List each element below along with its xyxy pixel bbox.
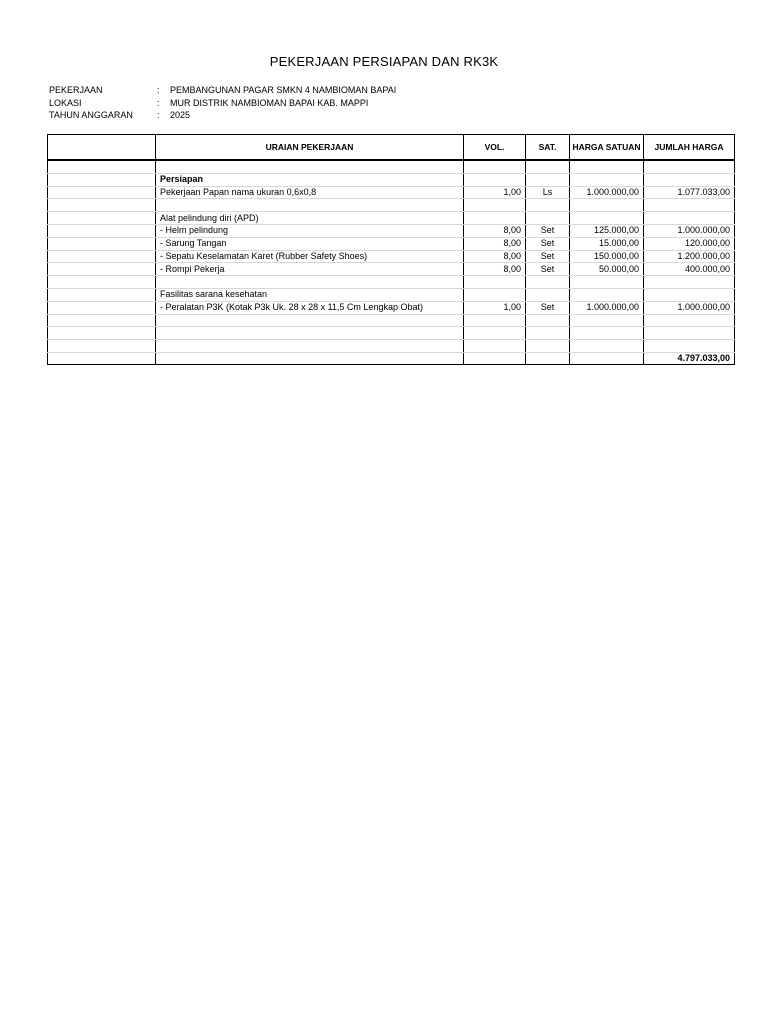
meta-colon: : bbox=[157, 110, 160, 120]
cell-jumlah bbox=[644, 212, 735, 225]
cell-sat: Set bbox=[526, 237, 570, 250]
cell-sat bbox=[526, 327, 570, 340]
meta-colon: : bbox=[157, 85, 160, 95]
cell-jumlah: 120.000,00 bbox=[644, 237, 735, 250]
header-no bbox=[48, 135, 156, 161]
total-empty-cell bbox=[48, 352, 156, 364]
cell-harga bbox=[570, 212, 644, 225]
cell-sat: Ls bbox=[526, 186, 570, 199]
cell-no bbox=[48, 224, 156, 237]
cell-no bbox=[48, 327, 156, 340]
cell-jumlah bbox=[644, 173, 735, 186]
table-row bbox=[48, 212, 735, 225]
cell-jumlah: 1.000.000,00 bbox=[644, 224, 735, 237]
cell-vol bbox=[464, 288, 526, 301]
cell-harga bbox=[570, 288, 644, 301]
cell-harga bbox=[570, 199, 644, 212]
page-title: PEKERJAAN PERSIAPAN DAN RK3K bbox=[269, 54, 499, 69]
cell-no bbox=[48, 199, 156, 212]
cell-jumlah: 1.200.000,00 bbox=[644, 250, 735, 263]
project-info bbox=[49, 84, 396, 122]
total-empty-cell bbox=[464, 352, 526, 364]
table-row bbox=[48, 160, 735, 173]
table-row bbox=[48, 314, 735, 327]
cell-uraian bbox=[156, 199, 464, 212]
table-row bbox=[48, 199, 735, 212]
total-value: 4.797.033,00 bbox=[644, 352, 735, 364]
meta-label: LOKASI bbox=[49, 97, 82, 108]
cell-vol bbox=[464, 314, 526, 327]
table-row bbox=[48, 263, 735, 276]
cell-uraian bbox=[156, 340, 464, 353]
cell-no bbox=[48, 314, 156, 327]
cell-no bbox=[48, 173, 156, 186]
cell-uraian: Fasilitas sarana kesehatan bbox=[156, 288, 464, 301]
table-row bbox=[48, 327, 735, 340]
cell-sat bbox=[526, 314, 570, 327]
cell-vol bbox=[464, 327, 526, 340]
cell-vol bbox=[464, 173, 526, 186]
cell-vol bbox=[464, 212, 526, 225]
table-row bbox=[48, 301, 735, 314]
cell-uraian bbox=[156, 314, 464, 327]
meta-label: TAHUN ANGGARAN bbox=[49, 110, 133, 120]
cell-harga: 1.000.000,00 bbox=[570, 186, 644, 199]
cost-table bbox=[47, 134, 735, 365]
cell-sat bbox=[526, 173, 570, 186]
cell-uraian: Pekerjaan Papan nama ukuran 0,6x0,8 bbox=[156, 186, 464, 199]
cell-uraian bbox=[156, 276, 464, 289]
cell-sat bbox=[526, 199, 570, 212]
cell-no bbox=[48, 263, 156, 276]
cell-jumlah: 1.077.033,00 bbox=[644, 186, 735, 199]
cell-harga: 15.000,00 bbox=[570, 237, 644, 250]
cell-jumlah bbox=[644, 288, 735, 301]
cell-uraian: Alat pelindung diri (APD) bbox=[156, 212, 464, 225]
cell-jumlah bbox=[644, 199, 735, 212]
header-jumlah-harga: JUMLAH HARGA bbox=[644, 135, 735, 161]
header-sat: SAT. bbox=[526, 135, 570, 161]
cell-jumlah bbox=[644, 160, 735, 173]
cell-jumlah: 400.000,00 bbox=[644, 263, 735, 276]
table-row bbox=[48, 276, 735, 289]
table-row bbox=[48, 224, 735, 237]
cell-uraian: - Helm pelindung bbox=[156, 224, 464, 237]
total-row bbox=[48, 352, 735, 364]
cell-jumlah bbox=[644, 314, 735, 327]
cell-vol: 8,00 bbox=[464, 250, 526, 263]
cell-sat: Set bbox=[526, 250, 570, 263]
cell-sat: Set bbox=[526, 263, 570, 276]
meta-label: PEKERJAAN bbox=[49, 85, 103, 95]
cell-no bbox=[48, 212, 156, 225]
cell-uraian: - Rompi Pekerja bbox=[156, 263, 464, 276]
table-row bbox=[48, 186, 735, 199]
meta-row-pekerjaan bbox=[49, 84, 396, 97]
cell-no bbox=[48, 237, 156, 250]
cell-harga bbox=[570, 276, 644, 289]
header-uraian: URAIAN PEKERJAAN bbox=[156, 135, 464, 161]
cell-harga: 125.000,00 bbox=[570, 224, 644, 237]
cell-sat bbox=[526, 212, 570, 225]
meta-row-tahun-anggaran bbox=[49, 109, 396, 122]
cell-uraian bbox=[156, 327, 464, 340]
cell-vol bbox=[464, 276, 526, 289]
cell-vol: 1,00 bbox=[464, 301, 526, 314]
cell-sat: Set bbox=[526, 301, 570, 314]
meta-value: PEMBANGUNAN PAGAR SMKN 4 NAMBIOMAN BAPAI bbox=[170, 85, 397, 95]
cell-harga bbox=[570, 314, 644, 327]
cell-vol: 8,00 bbox=[464, 224, 526, 237]
cell-vol: 8,00 bbox=[464, 237, 526, 250]
cell-sat: Set bbox=[526, 224, 570, 237]
table-row bbox=[48, 237, 735, 250]
cell-no bbox=[48, 250, 156, 263]
cell-no bbox=[48, 160, 156, 173]
cell-sat bbox=[526, 340, 570, 353]
cell-vol bbox=[464, 340, 526, 353]
cell-harga bbox=[570, 340, 644, 353]
table-row bbox=[48, 250, 735, 263]
cell-harga: 50.000,00 bbox=[570, 263, 644, 276]
cell-jumlah bbox=[644, 276, 735, 289]
total-empty-cell bbox=[570, 352, 644, 364]
meta-value: 2025 bbox=[170, 110, 191, 120]
cell-no bbox=[48, 186, 156, 199]
cell-jumlah bbox=[644, 340, 735, 353]
total-empty-cell bbox=[526, 352, 570, 364]
cell-uraian: - Peralatan P3K (Kotak P3k Uk. 28 x 28 x 11,5 Cm Lengkap Obat) bbox=[156, 301, 464, 314]
table-row bbox=[48, 340, 735, 353]
table-body bbox=[48, 160, 735, 364]
total-empty-cell bbox=[156, 352, 464, 364]
cell-jumlah bbox=[644, 327, 735, 340]
cell-harga bbox=[570, 327, 644, 340]
cell-jumlah: 1.000.000,00 bbox=[644, 301, 735, 314]
cell-vol bbox=[464, 199, 526, 212]
cell-uraian bbox=[156, 160, 464, 173]
cell-harga bbox=[570, 160, 644, 173]
cell-harga: 1.000.000,00 bbox=[570, 301, 644, 314]
cell-uraian: Persiapan bbox=[156, 173, 464, 186]
table-row bbox=[48, 173, 735, 186]
table-row bbox=[48, 288, 735, 301]
meta-colon: : bbox=[157, 97, 160, 108]
cell-no bbox=[48, 276, 156, 289]
cell-sat bbox=[526, 288, 570, 301]
cell-vol bbox=[464, 160, 526, 173]
cell-harga bbox=[570, 173, 644, 186]
cell-vol: 1,00 bbox=[464, 186, 526, 199]
cell-sat bbox=[526, 276, 570, 289]
table-header-row bbox=[48, 135, 735, 161]
header-vol: VOL. bbox=[464, 135, 526, 161]
cell-no bbox=[48, 301, 156, 314]
cell-vol: 8,00 bbox=[464, 263, 526, 276]
meta-row-lokasi bbox=[49, 97, 396, 110]
meta-value: MUR DISTRIK NAMBIOMAN BAPAI KAB. MAPPI bbox=[170, 97, 369, 108]
cell-uraian: - Sarung Tangan bbox=[156, 237, 464, 250]
cell-uraian: - Sepatu Keselamatan Karet (Rubber Safety Shoes) bbox=[156, 250, 464, 263]
cell-sat bbox=[526, 160, 570, 173]
cell-no bbox=[48, 288, 156, 301]
cell-harga: 150.000,00 bbox=[570, 250, 644, 263]
header-harga-satuan: HARGA SATUAN bbox=[570, 135, 644, 161]
cell-no bbox=[48, 340, 156, 353]
